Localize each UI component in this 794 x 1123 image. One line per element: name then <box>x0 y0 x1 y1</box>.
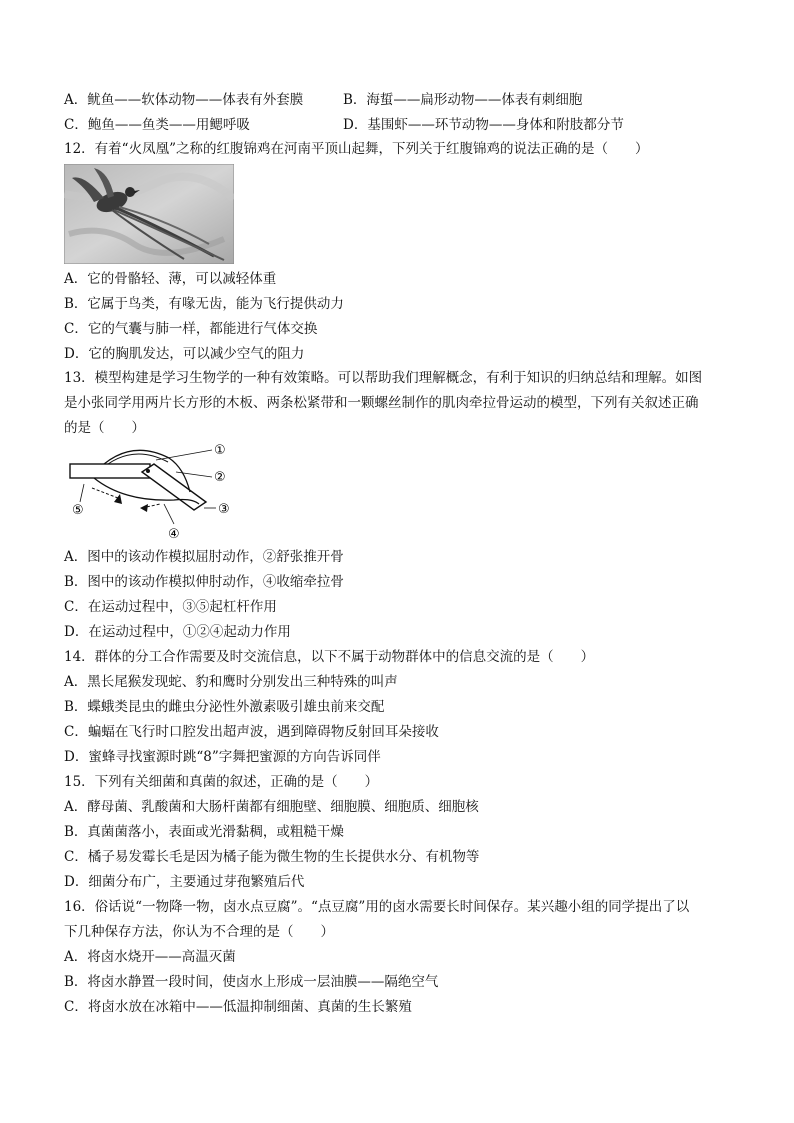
q13-stem-line2: 是小张同学用两片长方形的木板、两条松紧带和一颗螺丝制作的肌肉牵拉骨运动的模型，下列有关叙述正确 <box>64 395 699 411</box>
q12-stem: 12．有着“火凤凰”之称的红腹锦鸡在河南平顶山起舞，下列关于红腹锦鸡的说法正确的是（ ） <box>64 141 649 157</box>
q12-option-c: C．它的气囊与肺一样，都能进行气体交换 <box>64 321 318 337</box>
q16-option-c: C．将卤水放在冰箱中——低温抑制细菌、真菌的生长繁殖 <box>64 999 412 1015</box>
q16-option-a: A．将卤水烧开——高温灭菌 <box>64 949 236 965</box>
q16-stem-line1: 16．俗话说“一物降一物，卤水点豆腐”。“点豆腐”用的卤水需要长时间保存。某兴趣小组的同学提出了以 <box>64 899 690 915</box>
diagram-label-4: ④ <box>168 527 180 540</box>
q11-option-c: C．鲍鱼——鱼类——用鳃呼吸 <box>64 117 250 133</box>
q14-option-c: C．蝙蝠在飞行时口腔发出超声波，遇到障碍物反射回耳朵接收 <box>64 724 439 740</box>
q13-option-b: B．图中的该动作模拟伸肘动作，④收缩牵拉骨 <box>64 574 344 590</box>
q15-stem: 15．下列有关细菌和真菌的叙述，正确的是（ ） <box>64 774 379 790</box>
q13-stem-line3: 的是（ ） <box>64 420 145 436</box>
q11-option-b: B．海蜇——扁形动物——体表有刺细胞 <box>343 92 583 108</box>
golden-pheasant-photo <box>64 164 234 264</box>
diagram-label-2: ② <box>214 470 226 485</box>
q12-option-d: D．它的胸肌发达，可以减少空气的阻力 <box>64 346 305 362</box>
q15-option-c: C．橘子易发霉长毛是因为橘子能为微生物的生长提供水分、有机物等 <box>64 849 480 865</box>
q15-option-d: D．细菌分布广，主要通过芽孢繁殖后代 <box>64 874 305 890</box>
q13-stem-line1: 13．模型构建是学习生物学的一种有效策略。可以帮助我们理解概念，有利于知识的归纳总结和理解。如图 <box>64 370 703 386</box>
q13-option-c: C．在运动过程中，③⑤起杠杆作用 <box>64 599 277 615</box>
q13-option-d: D．在运动过程中，①②④起动力作用 <box>64 624 291 640</box>
q12-option-b: B．它属于鸟类，有喙无齿，能为飞行提供动力 <box>64 296 344 312</box>
q13-option-a: A．图中的该动作模拟屈肘动作，②舒张推开骨 <box>64 549 344 565</box>
muscle-bone-model-diagram <box>64 440 244 540</box>
q14-option-b: B．蝶蛾类昆虫的雌虫分泌性外激素吸引雄虫前来交配 <box>64 699 385 715</box>
diagram-label-5: ⑤ <box>72 503 84 518</box>
q16-option-b: B．将卤水静置一段时间，使卤水上形成一层油膜——隔绝空气 <box>64 974 439 990</box>
q11-option-a: A．鱿鱼——软体动物——体表有外套膜 <box>64 92 304 108</box>
q14-option-a: A．黑长尾猴发现蛇、豹和鹰时分别发出三种特殊的叫声 <box>64 674 398 690</box>
q12-option-a: A．它的骨骼轻、薄，可以减轻体重 <box>64 271 277 287</box>
diagram-label-1: ① <box>214 443 226 458</box>
q14-stem: 14．群体的分工合作需要及时交流信息，以下不属于动物群体中的信息交流的是（ ） <box>64 649 595 665</box>
q15-option-b: B．真菌菌落小，表面或光滑黏稠，或粗糙干燥 <box>64 824 344 840</box>
diagram-label-3: ③ <box>218 502 230 517</box>
q16-stem-line2: 下几种保存方法，你认为不合理的是（ ） <box>64 924 334 940</box>
q14-option-d: D．蜜蜂寻找蜜源时跳“8”字舞把蜜源的方向告诉同伴 <box>64 749 381 765</box>
q11-option-d: D．基围虾——环节动物——身体和附肢都分节 <box>343 117 624 133</box>
q15-option-a: A．酵母菌、乳酸菌和大肠杆菌都有细胞壁、细胞膜、细胞质、细胞核 <box>64 799 479 815</box>
